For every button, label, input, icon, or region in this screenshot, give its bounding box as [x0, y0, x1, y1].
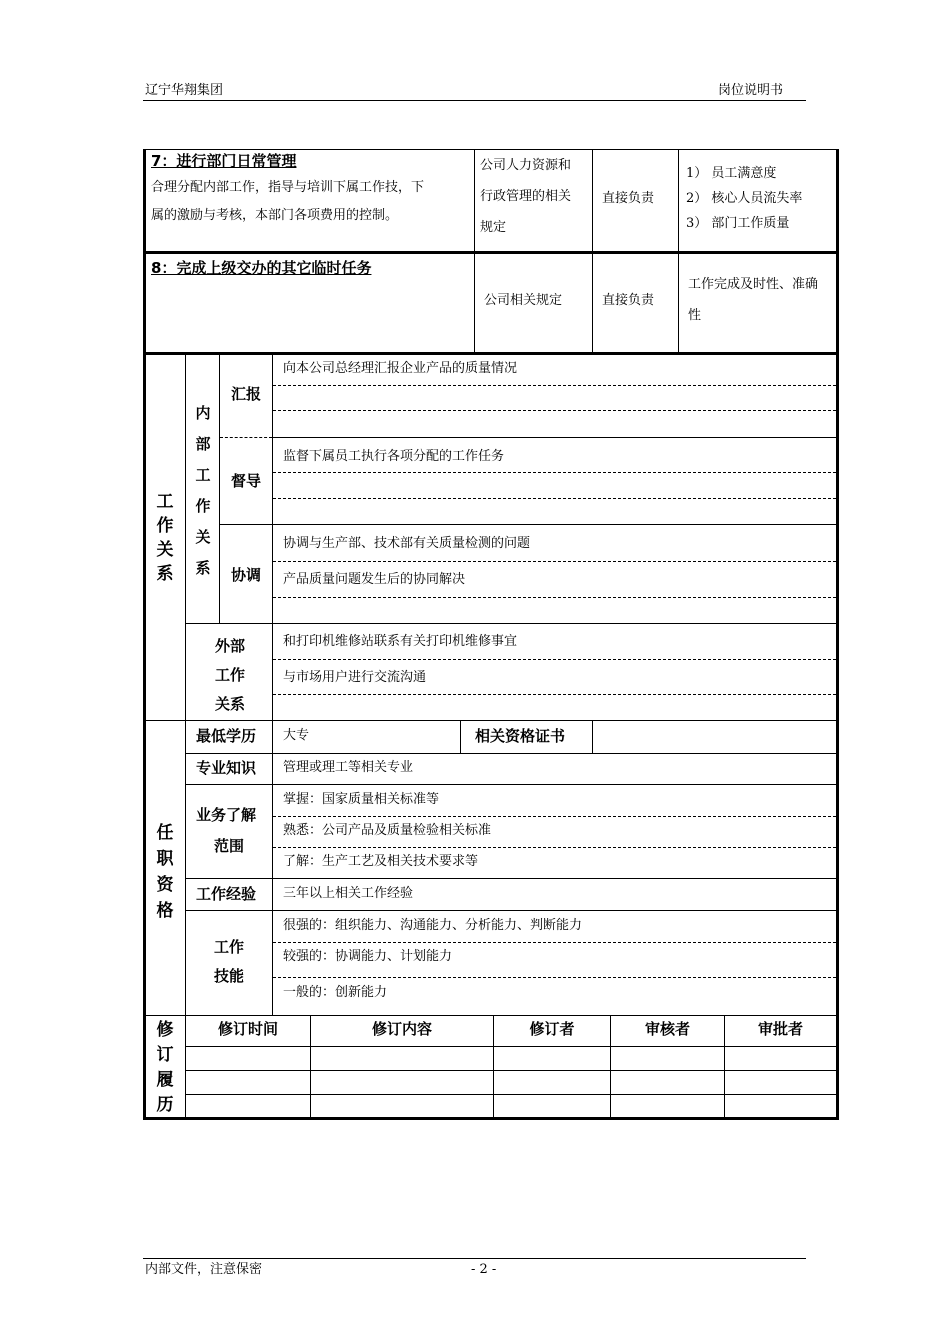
knowledge-label: 专业知识: [196, 759, 257, 777]
supervise-item-1: 监督下属员工执行各项分配的工作任务: [283, 449, 505, 464]
skills-label-2: 技能: [214, 967, 245, 985]
duty-7-kpi-3: 3） 部门工作质量: [686, 216, 790, 231]
report-item-1: 向本公司总经理汇报企业产品的质量情况: [283, 361, 518, 376]
duty-8-kpi-2: 性: [688, 308, 702, 323]
revision-col-reviewer: 审核者: [644, 1020, 690, 1038]
skills-label-1: 工作: [214, 938, 245, 956]
duty-7-title: 7：进行部门日常管理: [151, 152, 297, 170]
work-relations-label: 工 作 关 系: [156, 492, 174, 584]
duty-7-basis-1: 公司人力资源和: [480, 158, 572, 173]
duty-8-basis: 公司相关规定: [484, 293, 563, 308]
duty-7-kpi-2: 2） 核心人员流失率: [686, 191, 803, 206]
internal-relations-label: 内 部 工 作 关 系: [195, 404, 211, 577]
duty-8-kpi-1: 工作完成及时性、准确: [688, 277, 819, 292]
skills-item-3: 一般的：创新能力: [283, 985, 388, 1000]
business-label-2: 范围: [214, 837, 245, 855]
coordinate-item-1: 协调与生产部、技术部有关质量检测的问题: [283, 536, 531, 551]
coordinate-item-2: 产品质量问题发生后的协同解决: [283, 572, 466, 587]
header-company: 辽宁华翔集团: [145, 83, 224, 98]
education-value: 大专: [283, 728, 310, 743]
revision-col-approver: 审批者: [757, 1020, 803, 1038]
duty-8-responsibility: 直接负责: [602, 293, 655, 308]
supervise-label: 督导: [231, 472, 262, 490]
business-item-1: 掌握：国家质量相关标准等: [283, 792, 440, 807]
report-label: 汇报: [231, 385, 262, 403]
footer-rule: [143, 1258, 806, 1259]
footer-page-number: - 2 -: [471, 1262, 497, 1277]
revision-col-time: 修订时间: [217, 1020, 278, 1038]
business-label-1: 业务了解: [196, 806, 257, 824]
education-label: 最低学历: [196, 727, 257, 745]
duty-7-basis-3: 规定: [480, 220, 507, 235]
experience-value: 三年以上相关工作经验: [283, 886, 414, 901]
external-item-2: 与市场用户进行交流沟通: [283, 670, 427, 685]
experience-label: 工作经验: [196, 885, 257, 903]
header-doc-type: 岗位说明书: [718, 83, 784, 98]
duty-7-desc-1: 合理分配内部工作，指导与培训下属工作技，下: [151, 180, 425, 195]
revision-col-reviser: 修订者: [529, 1020, 575, 1038]
external-relations-label: 外部 工作 关系: [214, 637, 245, 713]
revision-label: 修 订 履 历: [156, 1020, 174, 1115]
header-rule: [143, 100, 806, 101]
skills-item-1: 很强的：组织能力、沟通能力、分析能力、判断能力: [283, 918, 583, 933]
external-item-1: 和打印机维修站联系有关打印机维修事宜: [283, 634, 518, 649]
business-item-2: 熟悉：公司产品及质量检验相关标准: [283, 823, 492, 838]
coordinate-label: 协调: [231, 566, 262, 584]
footer-note: 内部文件，注意保密: [145, 1262, 263, 1277]
business-item-3: 了解：生产工艺及相关技术要求等: [283, 854, 479, 869]
duty-7-basis-2: 行政管理的相关: [480, 189, 572, 204]
duty-7-kpi-1: 1） 员工满意度: [686, 166, 777, 181]
duty-7-responsibility: 直接负责: [602, 191, 655, 206]
knowledge-value: 管理或理工等相关专业: [283, 760, 414, 775]
revision-col-content: 修订内容: [371, 1020, 432, 1038]
duty-8-title: 8：完成上级交办的其它临时任务: [151, 259, 372, 277]
qualifications-label: 任 职 资 格: [156, 823, 174, 921]
skills-item-2: 较强的：协调能力、计划能力: [283, 949, 453, 964]
cert-label: 相关资格证书: [475, 727, 566, 745]
duty-7-desc-2: 属的激励与考核，本部门各项费用的控制。: [151, 208, 399, 223]
